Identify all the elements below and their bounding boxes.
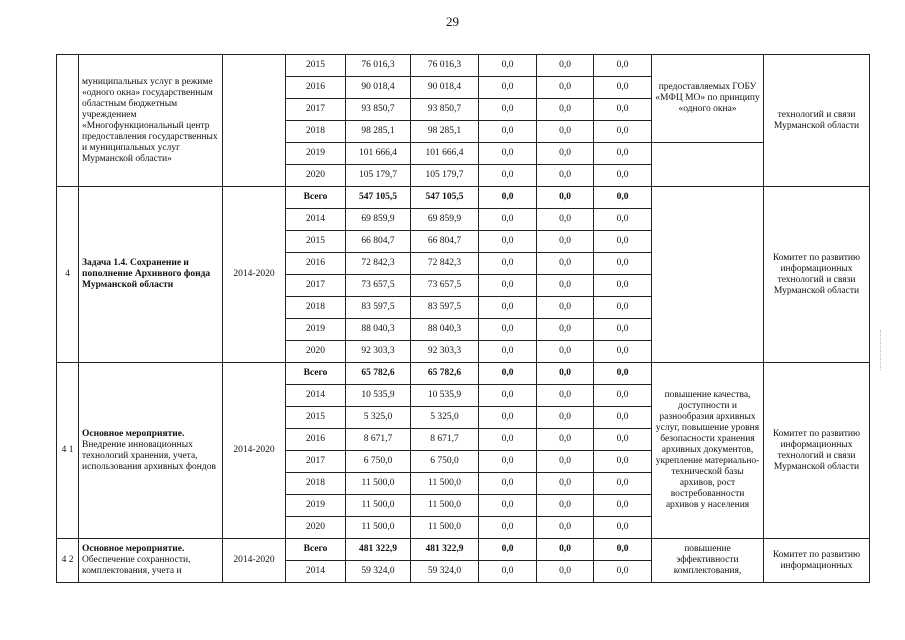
total-cell: 59 324,0 (346, 561, 411, 583)
regional-budget-cell: 101 666,4 (411, 143, 479, 165)
total-cell: 83 597,5 (346, 297, 411, 319)
federal-budget-cell: 0,0 (479, 407, 537, 429)
year-cell: 2014 (286, 209, 346, 231)
executor-cell: Комитет по развитию информационных технологий и связи Мурманской области (764, 187, 870, 363)
expected-result-cell: повышение качества, доступности и разнообразия архивных услуг, повышение уровня безопасности хранения архивных документов, укрепление материально-технической базы архивов, рост востребованности архивов у населения (652, 363, 764, 539)
federal-budget-cell: 0,0 (479, 209, 537, 231)
expected-result-cell: предоставляемых ГОБУ «МФЦ МО» по принципу «одного окна» (652, 55, 764, 143)
total-cell: 11 500,0 (346, 495, 411, 517)
executor-cell: Комитет по развитию информационных технологий и связи Мурманской области (764, 363, 870, 539)
local-budget-cell: 0,0 (537, 429, 594, 451)
local-budget-cell: 0,0 (537, 341, 594, 363)
federal-budget-cell: 0,0 (479, 539, 537, 561)
other-sources-cell: 0,0 (594, 231, 652, 253)
regional-budget-cell: 5 325,0 (411, 407, 479, 429)
total-cell: 69 859,9 (346, 209, 411, 231)
local-budget-cell: 0,0 (537, 297, 594, 319)
federal-budget-cell: 0,0 (479, 297, 537, 319)
local-budget-cell: 0,0 (537, 121, 594, 143)
regional-budget-cell: 481 322,9 (411, 539, 479, 561)
year-cell: Всего (286, 187, 346, 209)
local-budget-cell: 0,0 (537, 275, 594, 297)
federal-budget-cell: 0,0 (479, 253, 537, 275)
local-budget-cell: 0,0 (537, 495, 594, 517)
other-sources-cell: 0,0 (594, 121, 652, 143)
period-cell: 2014-2020 (223, 187, 286, 363)
federal-budget-cell: 0,0 (479, 341, 537, 363)
total-cell: 66 804,7 (346, 231, 411, 253)
year-cell: 2017 (286, 451, 346, 473)
total-cell: 101 666,4 (346, 143, 411, 165)
year-cell: 2015 (286, 231, 346, 253)
year-cell: 2017 (286, 275, 346, 297)
table-row-total (57, 363, 870, 385)
other-sources-cell: 0,0 (594, 407, 652, 429)
federal-budget-cell: 0,0 (479, 385, 537, 407)
local-budget-cell: 0,0 (537, 363, 594, 385)
year-cell: Всего (286, 539, 346, 561)
local-budget-cell: 0,0 (537, 143, 594, 165)
federal-budget-cell: 0,0 (479, 231, 537, 253)
total-cell: 481 322,9 (346, 539, 411, 561)
local-budget-cell: 0,0 (537, 385, 594, 407)
regional-budget-cell: 90 018,4 (411, 77, 479, 99)
year-cell: 2016 (286, 77, 346, 99)
total-cell: 92 303,3 (346, 341, 411, 363)
other-sources-cell: 0,0 (594, 539, 652, 561)
local-budget-cell: 0,0 (537, 539, 594, 561)
year-cell: 2020 (286, 517, 346, 539)
regional-budget-cell: 65 782,6 (411, 363, 479, 385)
local-budget-cell: 0,0 (537, 99, 594, 121)
regional-budget-cell: 93 850,7 (411, 99, 479, 121)
other-sources-cell: 0,0 (594, 341, 652, 363)
other-sources-cell: 0,0 (594, 165, 652, 187)
local-budget-cell: 0,0 (537, 55, 594, 77)
row-number-cell: 4 2 (57, 539, 79, 583)
expected-result-cell (652, 143, 764, 187)
federal-budget-cell: 0,0 (479, 319, 537, 341)
year-cell: Всего (286, 363, 346, 385)
other-sources-cell: 0,0 (594, 561, 652, 583)
other-sources-cell: 0,0 (594, 77, 652, 99)
local-budget-cell: 0,0 (537, 561, 594, 583)
total-cell: 11 500,0 (346, 473, 411, 495)
measure-name-description: Внедрение инновационных технологий хранения, учета, использования архивных фондов (82, 439, 216, 472)
total-cell: 10 535,9 (346, 385, 411, 407)
total-cell: 98 285,1 (346, 121, 411, 143)
year-cell: 2015 (286, 407, 346, 429)
measure-name-cell: муниципальных услуг в режиме «одного окна» государственным областным бюджетным учреждением «Многофункциональный центр предоставления государственных и муниципальных услуг Мурманской области» (79, 55, 223, 187)
regional-budget-cell: 10 535,9 (411, 385, 479, 407)
year-cell: 2019 (286, 143, 346, 165)
year-cell: 2015 (286, 55, 346, 77)
year-cell: 2016 (286, 253, 346, 275)
other-sources-cell: 0,0 (594, 451, 652, 473)
local-budget-cell: 0,0 (537, 407, 594, 429)
other-sources-cell: 0,0 (594, 297, 652, 319)
measure-name-cell (79, 363, 223, 539)
measure-name-cell (79, 539, 223, 583)
local-budget-cell: 0,0 (537, 319, 594, 341)
other-sources-cell: 0,0 (594, 495, 652, 517)
other-sources-cell: 0,0 (594, 143, 652, 165)
measure-name-description: Обеспечение сохранности, комплектования, учета и (82, 555, 191, 576)
total-cell: 88 040,3 (346, 319, 411, 341)
regional-budget-cell: 8 671,7 (411, 429, 479, 451)
total-cell: 11 500,0 (346, 517, 411, 539)
federal-budget-cell: 0,0 (479, 275, 537, 297)
other-sources-cell: 0,0 (594, 275, 652, 297)
federal-budget-cell: 0,0 (479, 99, 537, 121)
executor-cell: Комитет по развитию информационных (764, 539, 870, 583)
regional-budget-cell: 98 285,1 (411, 121, 479, 143)
regional-budget-cell: 76 016,3 (411, 55, 479, 77)
measure-name-cell (79, 187, 223, 363)
regional-budget-cell: 11 500,0 (411, 517, 479, 539)
year-cell: 2014 (286, 385, 346, 407)
total-cell: 93 850,7 (346, 99, 411, 121)
measure-name-title: Основное мероприятие. (82, 428, 185, 439)
year-cell: 2018 (286, 473, 346, 495)
year-cell: 2017 (286, 99, 346, 121)
year-cell: 2016 (286, 429, 346, 451)
year-cell: 2018 (286, 297, 346, 319)
year-cell: 2014 (286, 561, 346, 583)
federal-budget-cell: 0,0 (479, 517, 537, 539)
federal-budget-cell: 0,0 (479, 55, 537, 77)
federal-budget-cell: 0,0 (479, 143, 537, 165)
row-number-cell: 4 1 (57, 363, 79, 539)
row-number-cell: 4 (57, 187, 79, 363)
local-budget-cell: 0,0 (537, 209, 594, 231)
local-budget-cell: 0,0 (537, 165, 594, 187)
total-cell: 547 105,5 (346, 187, 411, 209)
regional-budget-cell: 69 859,9 (411, 209, 479, 231)
table-row-total (57, 187, 870, 209)
total-cell: 105 179,7 (346, 165, 411, 187)
regional-budget-cell: 66 804,7 (411, 231, 479, 253)
other-sources-cell: 0,0 (594, 99, 652, 121)
table-body (57, 55, 870, 583)
regional-budget-cell: 11 500,0 (411, 495, 479, 517)
period-cell (223, 55, 286, 187)
federal-budget-cell: 0,0 (479, 363, 537, 385)
regional-budget-cell: 83 597,5 (411, 297, 479, 319)
year-cell: 2018 (286, 121, 346, 143)
expected-result-cell (652, 187, 764, 363)
regional-budget-cell: 92 303,3 (411, 341, 479, 363)
federal-budget-cell: 0,0 (479, 495, 537, 517)
page-number: 29 (446, 14, 459, 29)
total-cell: 76 016,3 (346, 55, 411, 77)
federal-budget-cell: 0,0 (479, 77, 537, 99)
federal-budget-cell: 0,0 (479, 561, 537, 583)
other-sources-cell: 0,0 (594, 385, 652, 407)
local-budget-cell: 0,0 (537, 451, 594, 473)
table-row (57, 55, 870, 77)
federal-budget-cell: 0,0 (479, 429, 537, 451)
total-cell: 6 750,0 (346, 451, 411, 473)
local-budget-cell: 0,0 (537, 253, 594, 275)
local-budget-cell: 0,0 (537, 187, 594, 209)
total-cell: 65 782,6 (346, 363, 411, 385)
measure-name-title: Основное мероприятие. (82, 544, 185, 554)
measure-name: Задача 1.4. Сохранение и пополнение Архивного фонда Мурманской области (82, 258, 211, 290)
regional-budget-cell: 73 657,5 (411, 275, 479, 297)
federal-budget-cell: 0,0 (479, 451, 537, 473)
other-sources-cell: 0,0 (594, 363, 652, 385)
other-sources-cell: 0,0 (594, 517, 652, 539)
total-cell: 8 671,7 (346, 429, 411, 451)
regional-budget-cell: 547 105,5 (411, 187, 479, 209)
local-budget-cell: 0,0 (537, 517, 594, 539)
local-budget-cell: 0,0 (537, 77, 594, 99)
federal-budget-cell: 0,0 (479, 121, 537, 143)
local-budget-cell: 0,0 (537, 473, 594, 495)
other-sources-cell: 0,0 (594, 253, 652, 275)
period-cell: 2014-2020 (223, 363, 286, 539)
period-cell: 2014-2020 (223, 539, 286, 583)
local-budget-cell: 0,0 (537, 231, 594, 253)
other-sources-cell: 0,0 (594, 55, 652, 77)
federal-budget-cell: 0,0 (479, 187, 537, 209)
other-sources-cell: 0,0 (594, 319, 652, 341)
regional-budget-cell: 88 040,3 (411, 319, 479, 341)
expected-result-cell: повышение эффективности комплектования, (652, 539, 764, 583)
other-sources-cell: 0,0 (594, 473, 652, 495)
executor-cell: технологий и связи Мурманской области (764, 55, 870, 187)
regional-budget-cell: 6 750,0 (411, 451, 479, 473)
year-cell: 2019 (286, 495, 346, 517)
regional-budget-cell: 59 324,0 (411, 561, 479, 583)
federal-budget-cell: 0,0 (479, 473, 537, 495)
table-row-total (57, 539, 870, 561)
row-number-cell (57, 55, 79, 187)
budget-table (56, 54, 870, 583)
regional-budget-cell: 105 179,7 (411, 165, 479, 187)
federal-budget-cell: 0,0 (479, 165, 537, 187)
other-sources-cell: 0,0 (594, 187, 652, 209)
year-cell: 2020 (286, 165, 346, 187)
regional-budget-cell: 72 842,3 (411, 253, 479, 275)
total-cell: 90 018,4 (346, 77, 411, 99)
other-sources-cell: 0,0 (594, 209, 652, 231)
year-cell: 2019 (286, 319, 346, 341)
other-sources-cell: 0,0 (594, 429, 652, 451)
total-cell: 72 842,3 (346, 253, 411, 275)
total-cell: 73 657,5 (346, 275, 411, 297)
scan-artifact (880, 330, 883, 370)
regional-budget-cell: 11 500,0 (411, 473, 479, 495)
year-cell: 2020 (286, 341, 346, 363)
total-cell: 5 325,0 (346, 407, 411, 429)
